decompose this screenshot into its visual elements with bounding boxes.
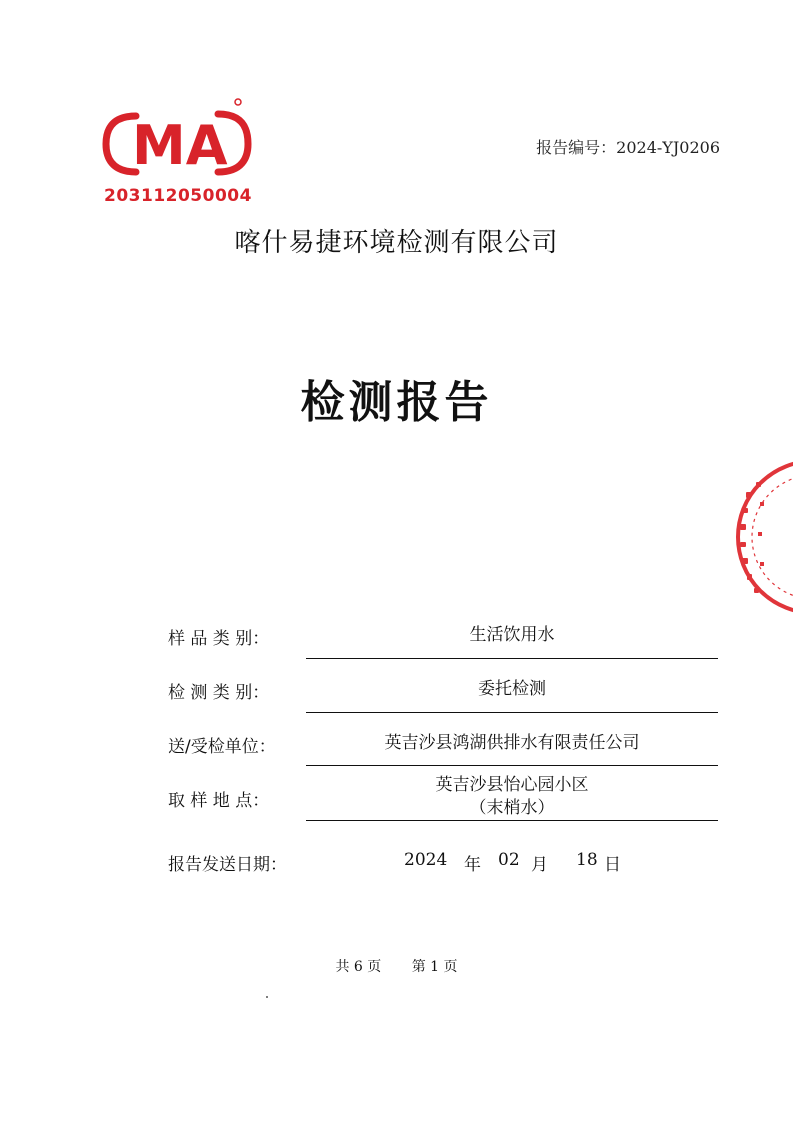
sampling-location-note: （末梢水） (469, 798, 555, 818)
client-unit-label: 送/受检单位： (168, 737, 276, 757)
sampling-location-underline (306, 820, 718, 821)
report-date-day-unit: 日 (604, 855, 621, 875)
report-date-label: 报告发送日期： (168, 855, 287, 875)
report-date-month-unit: 月 (531, 855, 548, 875)
report-date-year: 2024 (404, 850, 448, 870)
sampling-location-value: 英吉沙县怡心园小区 (435, 775, 589, 795)
report-title: 检测报告 (300, 377, 493, 428)
test-type-label: 检 测 类 别： (168, 683, 270, 703)
report-number: 报告编号：2024-YJ0206 (536, 138, 720, 157)
report-date-year-unit: 年 (464, 855, 481, 875)
client-unit-value: 英吉沙县鸿湖供排水有限责任公司 (384, 733, 640, 753)
test-type-value: 委托检测 (478, 679, 546, 699)
report-date-day: 18 (576, 850, 598, 870)
sample-type-underline (306, 658, 718, 659)
sample-type-value: 生活饮用水 (469, 625, 555, 645)
client-unit-underline (306, 765, 718, 766)
cma-certificate-number: 203112050004 (104, 186, 252, 206)
sampling-location-label: 取 样 地 点： (168, 791, 270, 811)
cma-stamp-letters: MA (132, 114, 228, 177)
company-name: 喀什易捷环境检测有限公司 (234, 228, 559, 258)
test-type-underline (306, 712, 718, 713)
page-footer (0, 956, 793, 976)
report-date-month: 02 (498, 850, 520, 870)
scan-speck (266, 996, 268, 998)
sample-type-label: 样 品 类 别： (168, 629, 270, 649)
total-pages: 共 6 页 (335, 959, 382, 975)
current-page: 第 1 页 (411, 959, 458, 975)
official-seal-icon (732, 452, 793, 622)
